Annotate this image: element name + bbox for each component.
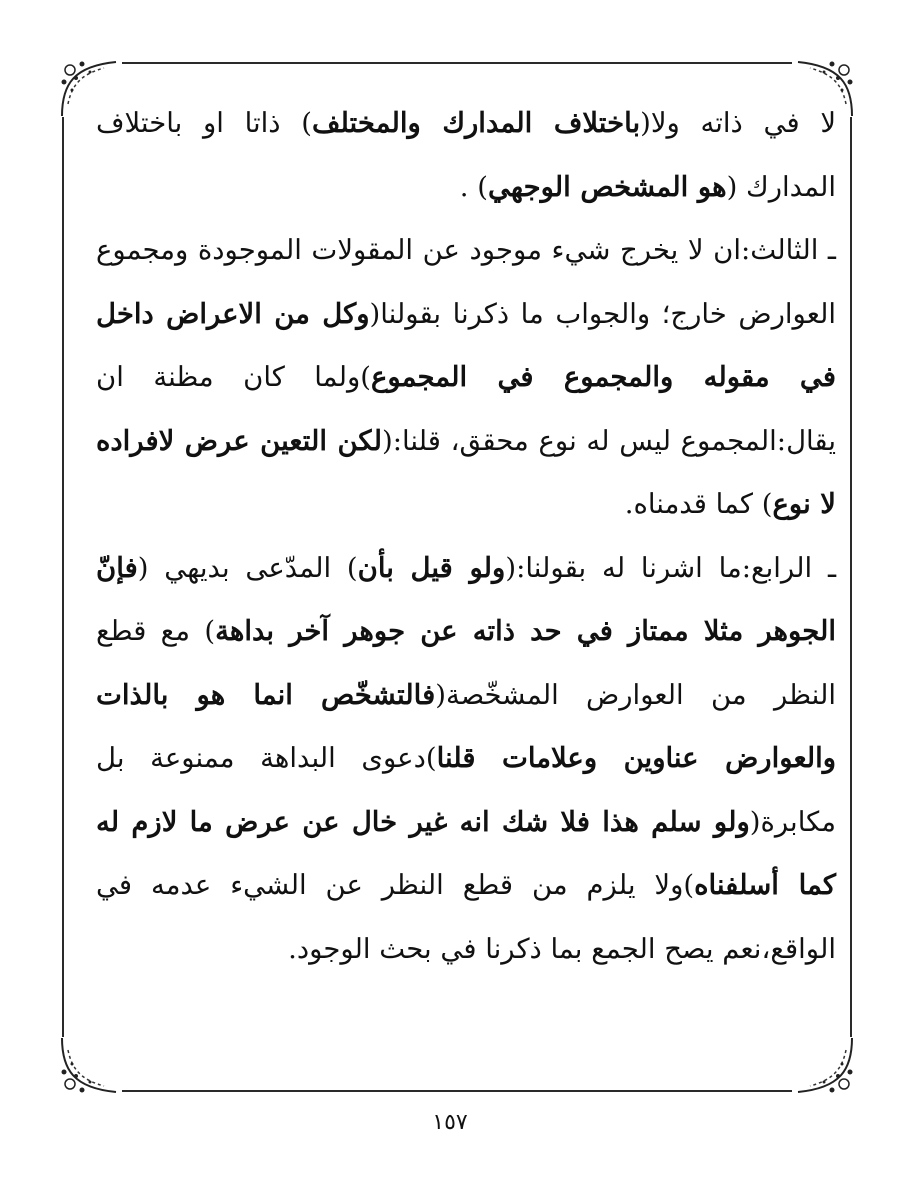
text-segment: ) المدّعى بديهي (: [137, 551, 358, 584]
border-right-line: [850, 117, 852, 1037]
text-segment: ) ذاتا او باختلاف المدارك (: [96, 107, 836, 203]
text-segment: ) كما قدمناه.: [624, 488, 773, 520]
bold-text-segment: فالتشخّص انما هو بالذات والعوارض عناوين وعلامات قلنا: [96, 678, 837, 774]
page-number: ١٥٧: [432, 1110, 468, 1135]
text-segment: ) مع قطع النظر من العوارض المشخّصة(: [96, 615, 836, 711]
bold-text-segment: هو المشخص الوجهي: [488, 170, 727, 203]
bold-text-segment: لكن التعين عرض لافراده لا نوع: [96, 424, 836, 520]
text-segment: )ولا يلزم من قطع النظر عن الشيء عدمه في الواقع،نعم يصح الجمع بما ذكرنا في بحث الوجود.: [96, 869, 836, 965]
bold-text-segment: ولو قيل بأن: [357, 551, 506, 584]
text-segment: ) .: [459, 170, 488, 203]
paragraph-1: [96, 92, 836, 219]
border-left-line: [62, 117, 64, 1037]
bold-text-segment: فإنّ الجوهر مثلا ممتاز في حد ذاته عن جوهر آخر بداهة: [96, 551, 836, 647]
text-segment: )دعوى البداهة ممنوعة بل مكابرة(: [96, 742, 836, 838]
corner-ornament-bottom-right-icon: [790, 1030, 860, 1100]
border-top-line: [122, 62, 792, 64]
paragraph-2: [96, 219, 836, 537]
text-segment: ـ الرابع:ما اشرنا له بقولنا:(: [505, 551, 836, 584]
bold-text-segment: ولو سلم هذا فلا شك انه غير خال عن عرض ما لازم له كما أسلفناه: [96, 805, 836, 901]
main-text-block: [96, 92, 836, 981]
border-bottom-line: [122, 1090, 792, 1092]
text-segment: لا في ذاته ولا(: [640, 107, 837, 139]
corner-ornament-bottom-left-icon: [54, 1030, 124, 1100]
bold-text-segment: وكل من الاعراض داخل في مقوله والمجموع في المجموع: [96, 297, 836, 393]
text-segment: ـ الثالث:ان لا يخرج شيء موجود عن المقولات الموجودة ومجموع العوارض خارج؛ والجواب ما ذكرنا بقولنا(: [96, 234, 837, 330]
bold-text-segment: باختلاف المدارك والمختلف: [311, 107, 641, 139]
paragraph-3: [96, 537, 836, 982]
text-segment: )ولما كان مظنة ان يقال:المجموع ليس له نوع محقق، قلنا:(: [96, 361, 836, 457]
